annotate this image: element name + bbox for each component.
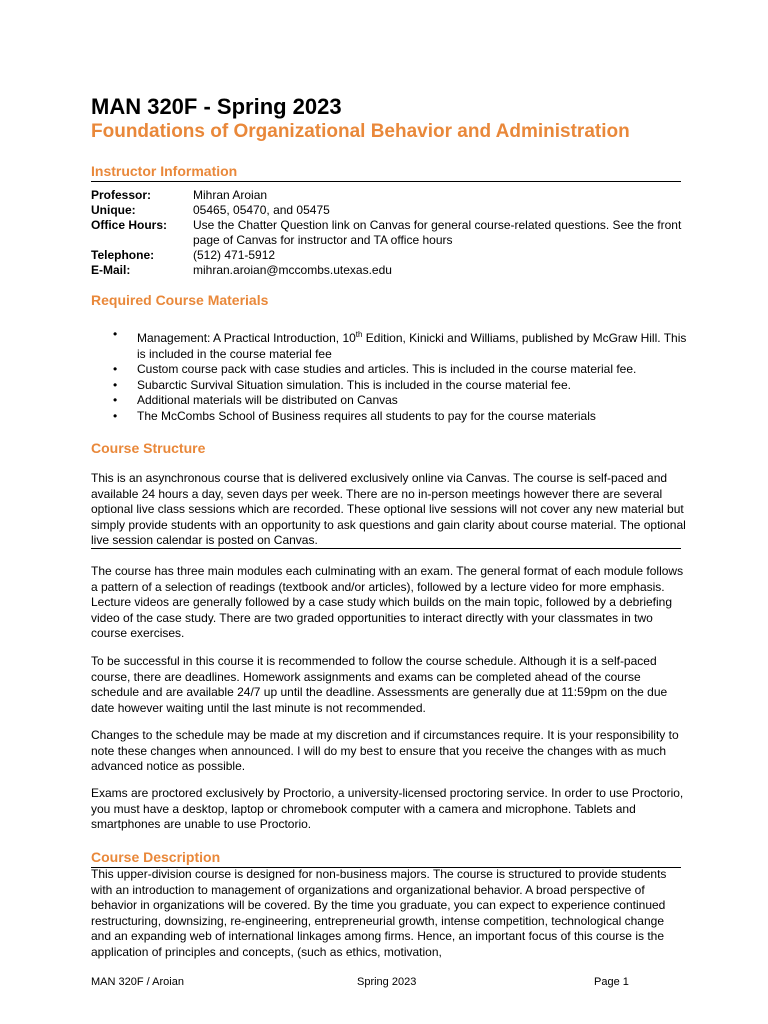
telephone-label: Telephone: — [91, 248, 155, 262]
course-subtitle: Foundations of Organizational Behavior and Administration — [91, 121, 630, 142]
list-item: • Subarctic Survival Situation simulation. This is included in the course material fee. — [113, 377, 571, 392]
structure-paragraph-5: Exams are proctored exclusively by Proctorio, a university-licensed proctoring service. In order to use Proctorio, you must have a desktop, laptop or chromebook computer with a camera and microphone. Tablets and smartphones are unable to use Proctorio. — [91, 786, 684, 831]
email-value: mihran.aroian@mccombs.utexas.edu — [193, 263, 392, 277]
description-paragraph: This upper-division course is designed for non-business majors. The course is structured to provide students with an introduction to management of organizations and organizational behavior. A broad perspective of behavior in organizations will be covered. By the time you graduate, you can expect to experience continued restructuring, downsizing, re-engineering, entrepreneurial growth, intense competition, technological change and an expanding web of international linkages among firms. Hence, an important focus of this course is the application of principles and concepts, (such as ethics, motivation, — [91, 867, 667, 959]
list-item: • Management: A Practical Introduction, 10th Edition, Kinicki and Williams, published by McGraw Hill. This is included in the course material fee — [113, 327, 687, 361]
bullet-icon: • — [113, 393, 118, 407]
unique-value: 05465, 05470, and 05475 — [193, 203, 330, 217]
unique-label: Unique: — [91, 203, 136, 217]
bullet-icon: • — [113, 362, 118, 376]
footer-course: MAN 320F / Aroian — [91, 976, 184, 988]
telephone-value: (512) 471-5912 — [193, 248, 276, 262]
materials-list — [101, 327, 691, 424]
professor-label: Professor: — [91, 188, 152, 202]
structure-paragraph-4: Changes to the schedule may be made at my discretion and if circumstances require. It is your responsibility to note these changes when announced. I will do my best to ensure that you receive the changes with as much advanced notice as possible. — [91, 728, 679, 773]
bullet-icon: • — [113, 327, 118, 341]
footer-term: Spring 2023 — [357, 976, 417, 988]
list-item: • Custom course pack with case studies and articles. This is included in the course material fee. — [113, 362, 637, 376]
section-heading-structure: Course Structure — [91, 440, 206, 456]
footer-page-number: Page 1 — [594, 976, 629, 988]
list-item: • Additional materials will be distributed on Canvas — [113, 393, 398, 407]
page-title: MAN 320F - Spring 2023 — [91, 94, 342, 119]
office-hours-label: Office Hours: — [91, 218, 168, 232]
section-heading-instructor: Instructor Information — [91, 163, 238, 179]
email-label: E-Mail: — [91, 263, 131, 277]
section-divider — [91, 548, 681, 549]
office-hours-value: Use the Chatter Question link on Canvas for general course-related questions. See the front page of Canvas for instructor and TA office hours — [193, 218, 682, 247]
structure-paragraph-2: The course has three main modules each culminating with an exam. The general format of each module follows a pattern of a selection of readings (textbook and/or articles), followed by a lecture video for more emphasis. Lecture videos are generally followed by a case study which builds on the main topic, followed by a debriefing video of the case study. There are two graded opportunities to interact directly with your classmates in two course exercises. — [91, 564, 684, 640]
list-item: • The McCombs School of Business requires all students to pay for the course materials — [113, 408, 596, 423]
section-heading-materials: Required Course Materials — [91, 292, 269, 308]
structure-paragraph-1: This is an asynchronous course that is delivered exclusively online via Canvas. The course is self-paced and available 24 hours a day, seven days per week. There are no in-person meetings however there are several optional live class sessions which are recorded. These optional live sessions will not cover any new material but simply provide students with an opportunity to ask questions and gain clarity about course material. The optional live session calendar is posted on Canvas. — [91, 471, 686, 547]
bullet-icon: • — [113, 408, 118, 423]
section-divider — [91, 181, 681, 182]
professor-value: Mihran Aroian — [193, 188, 268, 202]
bullet-icon: • — [113, 377, 118, 392]
section-heading-description: Course Description — [91, 849, 221, 865]
structure-paragraph-3: To be successful in this course it is recommended to follow the course schedule. Although it is a self-paced course, there are deadlines. Homework assignments and exams can be completed ahead of the course schedule and are available 24/7 up until the deadline. Assessments are generally due at 11:59pm on the due date however waiting until the last minute is not recommended. — [91, 654, 668, 715]
